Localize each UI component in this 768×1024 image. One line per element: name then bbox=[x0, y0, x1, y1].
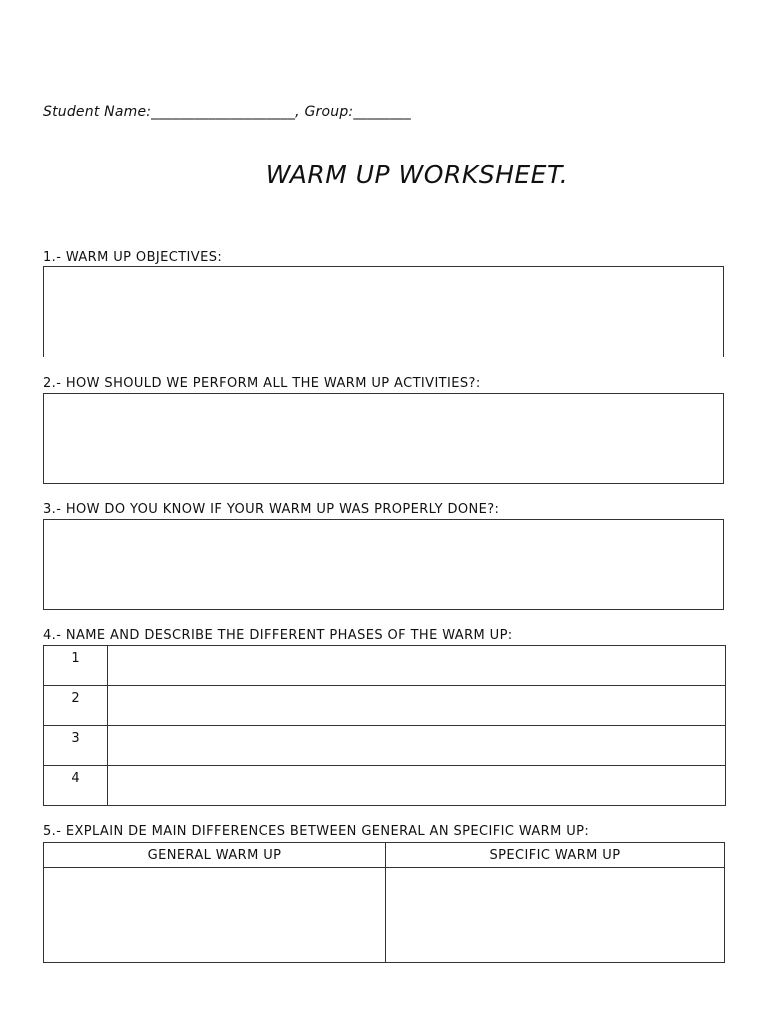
phase-row bbox=[44, 766, 726, 806]
phase-number: 2 bbox=[44, 686, 108, 726]
question-4-label: 4.- NAME AND DESCRIBE THE DIFFERENT PHASES OF THE WARM UP: bbox=[43, 628, 513, 643]
question-3-answer-box[interactable] bbox=[43, 519, 724, 610]
phases-table bbox=[43, 645, 726, 806]
question-2-label: 2.- HOW SHOULD WE PERFORM ALL THE WARM UP ACTIVITIES?: bbox=[43, 376, 481, 391]
phase-row bbox=[44, 646, 726, 686]
question-5-label: 5.- EXPLAIN DE MAIN DIFFERENCES BETWEEN GENERAL AN SPECIFIC WARM UP: bbox=[43, 824, 590, 839]
phase-description-cell[interactable] bbox=[108, 646, 726, 686]
question-2-answer-box[interactable] bbox=[43, 393, 724, 484]
worksheet-title: WARM UP WORKSHEET. bbox=[265, 160, 569, 189]
specific-warm-up-answer-cell[interactable] bbox=[386, 868, 725, 963]
question-1-answer-box[interactable] bbox=[43, 266, 724, 357]
differences-table bbox=[43, 842, 725, 963]
phase-number: 3 bbox=[44, 726, 108, 766]
phase-row bbox=[44, 726, 726, 766]
differences-answer-row bbox=[44, 868, 725, 963]
differences-header-row bbox=[44, 843, 725, 868]
phase-description-cell[interactable] bbox=[108, 766, 726, 806]
general-warm-up-header: GENERAL WARM UP bbox=[44, 843, 386, 868]
phase-description-cell[interactable] bbox=[108, 726, 726, 766]
phase-description-cell[interactable] bbox=[108, 686, 726, 726]
general-warm-up-answer-cell[interactable] bbox=[44, 868, 386, 963]
student-name-group-line: Student Name:____________________, Group:________ bbox=[43, 104, 411, 120]
phase-number: 1 bbox=[44, 646, 108, 686]
question-3-label: 3.- HOW DO YOU KNOW IF YOUR WARM UP WAS PROPERLY DONE?: bbox=[43, 502, 500, 517]
phase-number: 4 bbox=[44, 766, 108, 806]
phase-row bbox=[44, 686, 726, 726]
question-1-label: 1.- WARM UP OBJECTIVES: bbox=[43, 250, 223, 265]
specific-warm-up-header: SPECIFIC WARM UP bbox=[386, 843, 725, 868]
